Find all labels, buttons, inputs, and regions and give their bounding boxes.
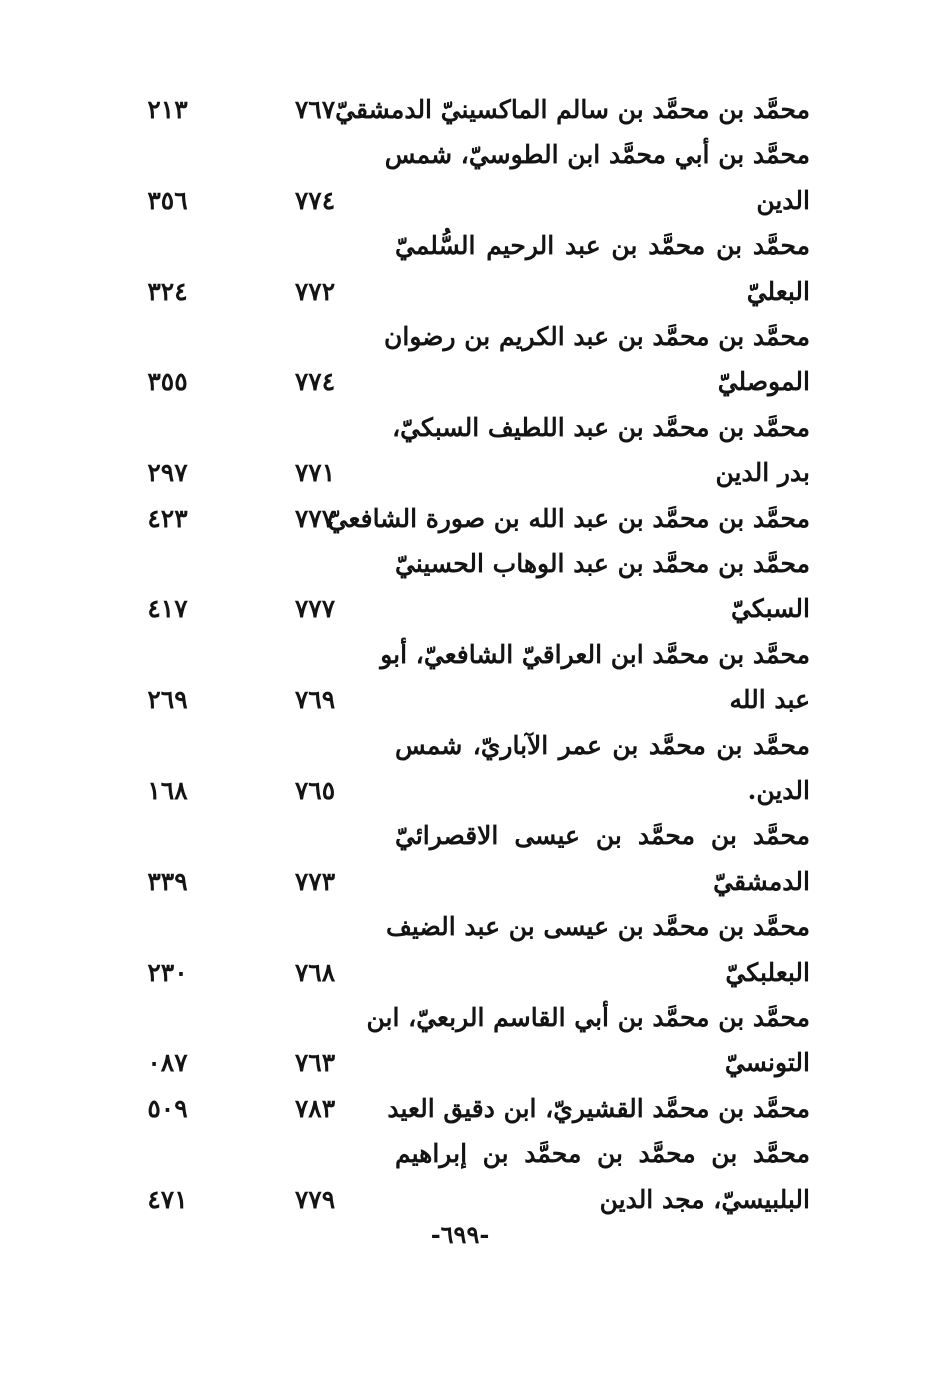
entry-name: محمَّد بن محمَّد بن عيسى الاقصرائيّ — [395, 821, 810, 851]
entry-name: محمَّد بن أبي محمَّد ابن الطوسيّ، شمس — [384, 140, 810, 170]
death-year: ٧٧٣ — [294, 866, 336, 896]
death-year — [275, 995, 355, 1040]
page-reference: ٤٢٣ — [147, 503, 188, 533]
death-year: ٧٦٧ — [294, 95, 336, 124]
entry-name: الموصليّ — [717, 367, 810, 397]
death-year: ٧٧٤ — [294, 185, 336, 215]
page-reference — [120, 813, 215, 858]
index-entry-line — [120, 768, 810, 813]
entry-name: محمَّد بن محمَّد بن عبد الكريم بن رضوان — [384, 322, 810, 351]
page-reference — [120, 632, 215, 677]
entry-name: السبكيّ — [730, 594, 810, 624]
entry-name: الدين — [756, 185, 810, 215]
entry-name: محمَّد بن محمَّد بن عبد الرحيم السُّلميّ — [395, 231, 810, 261]
entry-name: الدمشقيّ — [713, 866, 810, 896]
page-reference: ٠٨٧ — [147, 1048, 188, 1078]
entry-name: محمَّد بن محمَّد بن عمر الآباريّ، شمس — [395, 730, 810, 760]
death-year: ٧٧٢ — [294, 276, 336, 306]
index-entry-line — [120, 223, 810, 268]
death-year: ٧٦٥ — [294, 776, 336, 805]
death-year — [275, 1131, 355, 1176]
page-reference — [120, 904, 215, 949]
entry-name: البلبيسيّ، مجد الدين — [599, 1184, 810, 1214]
page-reference — [120, 223, 215, 268]
death-year: ٧٧٩ — [294, 1184, 336, 1214]
index-entry-line — [120, 87, 810, 132]
index-entry-line — [120, 496, 810, 541]
entry-name: البعليّ — [746, 276, 810, 306]
death-year — [275, 813, 355, 858]
entry-name: محمَّد بن محمَّد بن عيسى بن عبد الضيف — [386, 912, 810, 942]
index-entry-line — [120, 859, 810, 904]
index-entry-line — [120, 178, 810, 223]
entry-name: محمَّد بن محمَّد بن محمَّد بن إبراهيم — [395, 1139, 810, 1169]
index-entry-line — [120, 405, 810, 450]
death-year — [275, 904, 355, 949]
page-reference — [120, 723, 215, 768]
page-reference: ٢١٣ — [147, 95, 188, 124]
entry-name: التونسيّ — [724, 1048, 810, 1078]
death-year: ٧٦٣ — [294, 1048, 336, 1078]
page-reference: ٣٥٥ — [147, 367, 188, 397]
page-reference: ٢٩٧ — [147, 458, 188, 488]
index-entry-line — [120, 813, 810, 858]
entry-name: محمَّد بن محمَّد بن سالم الماكسينيّ الدمشقيّ — [335, 95, 810, 124]
entry-name: البعلبكيّ — [725, 957, 810, 987]
page-reference: ٥٠٩ — [147, 1093, 188, 1123]
entry-name: محمَّد بن محمَّد ابن العراقيّ الشافعيّ، أبو — [380, 639, 810, 669]
index-entry-line — [120, 132, 810, 177]
page-reference: ٣٥٦ — [147, 185, 188, 215]
death-year: ٧٨٣ — [294, 1093, 336, 1123]
entry-name: محمَّد بن محمَّد بن عبد الوهاب الحسينيّ — [395, 549, 810, 578]
index-entry-line — [120, 1131, 810, 1176]
index-entry-line — [120, 586, 810, 631]
death-year: ٧٧٤ — [294, 367, 336, 397]
entry-name: بدر الدين — [715, 458, 810, 488]
death-year: ٧٦٩ — [294, 685, 336, 715]
page-reference — [120, 314, 215, 359]
death-year — [275, 723, 355, 768]
death-year — [275, 314, 355, 359]
page-reference: ١٦٨ — [147, 776, 188, 805]
page-reference: ٤١٧ — [147, 594, 188, 624]
index-entry-line — [120, 632, 810, 677]
entry-name: الدين. — [747, 776, 810, 805]
death-year — [275, 132, 355, 177]
index-entry-line — [120, 723, 810, 768]
index-entry-line — [120, 541, 810, 586]
index-entry-line — [120, 450, 810, 495]
death-year — [275, 541, 355, 586]
page-reference: ٢٦٩ — [147, 685, 188, 715]
death-year: ٧٧٧ — [294, 503, 336, 533]
index-entry-line — [120, 1086, 810, 1131]
page-reference: ٣٢٤ — [147, 276, 188, 306]
page-reference: ٤٧١ — [147, 1184, 188, 1214]
death-year — [275, 223, 355, 268]
index-entry-line — [120, 904, 810, 949]
page-reference — [120, 405, 215, 450]
page-reference — [120, 1131, 215, 1176]
index-entry-line — [120, 995, 810, 1040]
death-year: ٧٦٨ — [294, 957, 336, 987]
index-entry-line — [120, 1040, 810, 1085]
entry-name: محمَّد بن محمَّد بن عبد اللطيف السبكيّ، — [392, 412, 810, 442]
entry-name: عبد الله — [729, 685, 810, 715]
entry-name: محمَّد بن محمَّد القشيريّ، ابن دقيق العيد — [387, 1093, 810, 1123]
page-reference — [120, 995, 215, 1040]
death-year — [275, 632, 355, 677]
page-reference: ٣٣٩ — [147, 866, 188, 896]
death-year: ٧٧١ — [294, 458, 336, 488]
entry-name: محمَّد بن محمَّد بن عبد الله بن صورة الشافعيّ — [327, 503, 810, 533]
page-reference: ٢٣٠ — [147, 957, 188, 987]
death-year — [275, 405, 355, 450]
index-entry-line — [120, 677, 810, 722]
index-entry-line — [120, 269, 810, 314]
page-number: -٦٩٩- — [430, 1220, 490, 1249]
index-entry-line — [120, 950, 810, 995]
death-year: ٧٧٧ — [294, 594, 336, 624]
entry-name: محمَّد بن محمَّد بن أبي القاسم الربعيّ، ابن — [366, 1003, 810, 1032]
page-reference — [120, 541, 215, 586]
index-entry-line — [120, 314, 810, 359]
page-reference — [120, 132, 215, 177]
index-entry-line — [120, 359, 810, 404]
